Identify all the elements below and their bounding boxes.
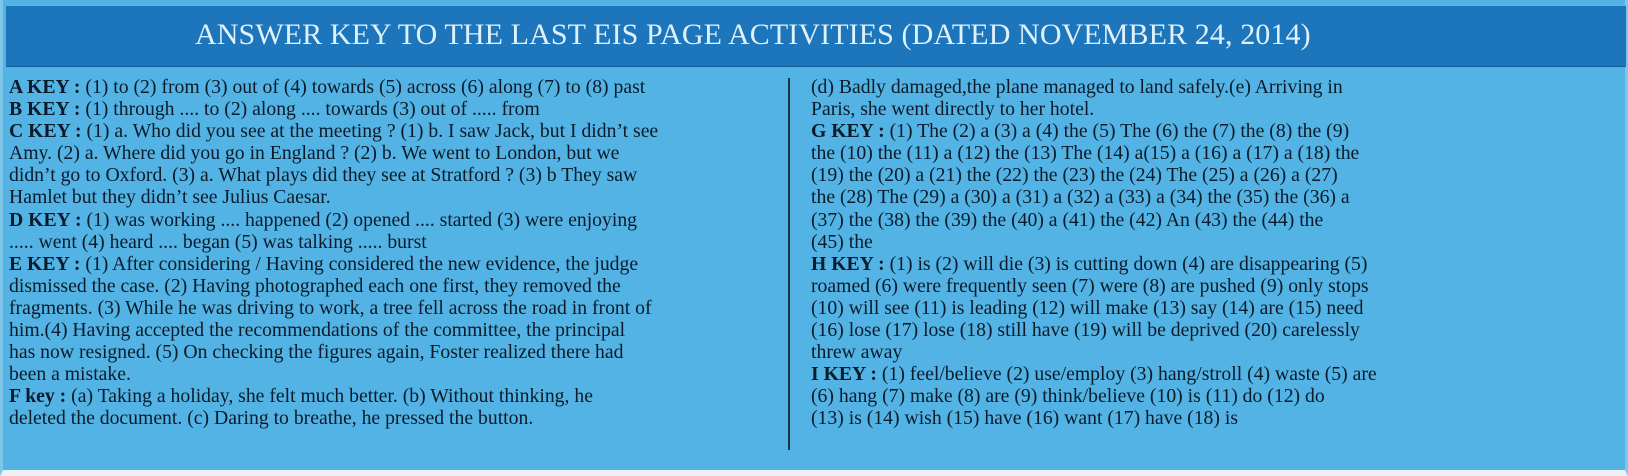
left-line: him.(4) Having accepted the recommendations of the committee, the principal: [9, 319, 626, 342]
right-line: (6) hang (7) make (8) are (9) think/believe (10) is (11) do (12) do: [811, 385, 1325, 408]
key-label: B KEY :: [9, 98, 81, 121]
left-line-c-key: C KEY : (1) a. Who did you see at the meeting ? (1) b. I saw Jack, but I didn’t see: [9, 120, 659, 143]
right-line: (13) is (14) wish (15) have (16) want (17) have (18) is: [811, 407, 1238, 430]
right-column: [811, 76, 1581, 430]
key-label: C KEY :: [9, 120, 82, 143]
left-column: [9, 76, 777, 430]
right-line: the (10) the (11) a (12) the (13) The (14) a(15) a (16) a (17) a (18) the: [811, 142, 1360, 165]
left-line: Amy. (2) a. Where did you go in England ? (2) b. We went to London, but we: [9, 142, 620, 165]
left-line-a-key: A KEY : (1) to (2) from (3) out of (4) towards (5) across (6) along (7) to (8) past: [9, 76, 646, 98]
left-line: been a mistake.: [9, 363, 131, 386]
column-divider: [788, 78, 790, 450]
left-line: fragments. (3) While he was driving to work, a tree fell across the road in front of: [9, 296, 652, 319]
key-label: A KEY :: [9, 76, 81, 98]
right-line-i-key: I KEY : (1) feel/believe (2) use/employ (3) hang/stroll (4) waste (5) are: [811, 363, 1377, 386]
left-line-f-key: F key : (a) Taking a holiday, she felt much better. (b) Without thinking, he: [9, 385, 593, 408]
right-line: (45) the: [811, 230, 873, 253]
key-label: D KEY :: [9, 208, 82, 231]
right-line-g-key: G KEY : (1) The (2) a (3) a (4) the (5) The (6) the (7) the (8) the (9): [811, 120, 1350, 143]
left-line: dismissed the case. (2) Having photographed each one first, they removed the: [9, 274, 621, 297]
right-line: (10) will see (11) is leading (12) will make (13) say (14) are (15) need: [811, 296, 1364, 319]
right-line: (d) Badly damaged,the plane managed to land safely.(e) Arriving in: [811, 76, 1343, 98]
left-line: didn’t go to Oxford. (3) a. What plays did they see at Stratford ? (3) b They saw: [9, 164, 638, 187]
left-line: Hamlet but they didn’t see Julius Caesar.: [9, 186, 331, 209]
right-line: (19) the (20) a (21) the (22) the (23) the (24) The (25) a (26) a (27): [811, 164, 1338, 187]
left-line-b-key: B KEY : (1) through .... to (2) along .... towards (3) out of ..... from: [9, 98, 540, 121]
right-line: (16) lose (17) lose (18) still have (19) will be deprived (20) carelessly: [811, 319, 1360, 342]
key-label: F key :: [9, 385, 67, 408]
right-line: roamed (6) were frequently seen (7) were (8) are pushed (9) only stops: [811, 274, 1369, 297]
page-title: ANSWER KEY TO THE LAST EIS PAGE ACTIVITIES (DATED NOVEMBER 24, 2014): [195, 18, 1311, 51]
left-line: deleted the document. (c) Daring to breathe, he pressed the button.: [9, 407, 534, 430]
left-line: has now resigned. (5) On checking the figures again, Foster realized there had: [9, 341, 624, 364]
right-line: Paris, she went directly to her hotel.: [811, 98, 1095, 121]
right-line: (37) the (38) the (39) the (40) a (41) the (42) An (43) the (44) the: [811, 208, 1324, 231]
key-label: I KEY :: [811, 363, 877, 386]
title-bar: [6, 5, 1626, 67]
key-label: G KEY :: [811, 120, 885, 143]
right-line: the (28) The (29) a (30) a (31) a (32) a (33) a (34) the (35) the (36) a: [811, 186, 1350, 209]
right-line-h-key: H KEY : (1) is (2) will die (3) is cutting down (4) are disappearing (5): [811, 252, 1368, 275]
left-line-e-key: E KEY : (1) After considering / Having considered the new evidence, the judge: [9, 252, 639, 275]
left-line-d-key: D KEY : (1) was working .... happened (2) opened .... started (3) were enjoying: [9, 208, 638, 231]
left-line: ..... went (4) heard .... began (5) was talking ..... burst: [9, 230, 427, 253]
key-label: H KEY :: [811, 252, 885, 275]
key-label: E KEY :: [9, 252, 81, 275]
right-line: threw away: [811, 341, 903, 364]
